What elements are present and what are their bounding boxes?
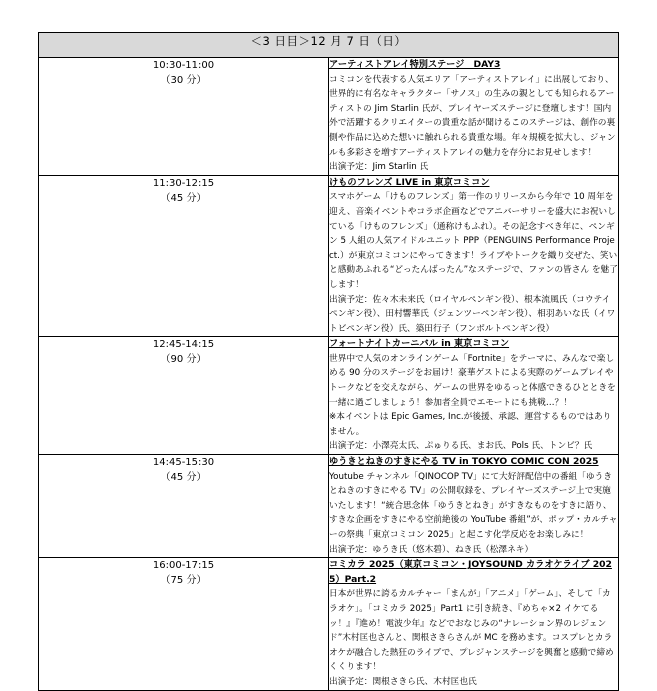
session-time-cell [39, 455, 329, 558]
session-title: フォートナイトカーニバル in 東京コミコン [329, 338, 510, 350]
session-performers: 出演予定：関根さきら氏、木村匡也氏 [329, 676, 477, 687]
session-duration: （30 分） [160, 75, 207, 86]
session-time-cell [39, 175, 329, 337]
day-header: ＜3 日目＞12 月 7 日（日） [39, 33, 619, 58]
session-row [39, 337, 619, 455]
session-time: 11:30-12:15 [152, 177, 215, 189]
schedule-table [38, 32, 619, 691]
session-time: 16:00-17:15 [152, 560, 215, 572]
session-content [329, 337, 619, 455]
session-title: コミカラ 2025（東京コミコン・JOYSOUND カラオケライブ 2025）Part.2 [329, 559, 612, 585]
session-row [39, 175, 619, 337]
session-note: ※本イベントは Epic Games, Inc.が後援、承認、運営するものではありません。 [329, 412, 612, 437]
session-performers: 出演予定：ゆうき氏（悠木碧）、ねき氏（松澤ネキ） [329, 544, 534, 555]
session-duration: （45 分） [160, 472, 207, 484]
session-performers: 出演予定：小澤亮太氏、ぷゅりる氏、まお氏、Pols 氏、トンビ？氏 [329, 441, 593, 452]
session-description: 日本が世界に誇るカルチャー「まんが」「アニメ」「ゲーム」、そして「カラオケ」。「コミカラ 2025」Part1 に引き続き、『めちゃ×2 イケてるッ！』『進め！電波少年』などでおなじみの“ナレーション界のレジェンド”木村匡也さんと、関根さきらさんが MC を務めます。コスプレとカラオケが融合した熱狂のライブで、プレジャンステージを興奮と感動で締めくくります！ [329, 589, 614, 673]
session-performers: 出演予定：佐々木未来氏（ロイヤルペンギン役）、根本流風氏（コウテイペンギン役）、田村響華氏（ジェンツーペンギン役）、相羽あいな氏（イワトビペンギン役）氏、築田行子（フンボルトペンギン役） [329, 294, 616, 334]
session-title: アーティストアレイ特別ステージ DAY3 [329, 59, 501, 70]
session-title: けものフレンズ LIVE in 東京コミコン [329, 176, 490, 188]
session-description: Youtube チャンネル「QINOCOP TV」にて大好評配信中の番組「ゆうきとねきのすきにやる TV」の公開収録を、プレイヤーズステージ上で実施いたします！“統合思念体「ゆうきとねき」がすきなものをすきに語り、すきな企画をすきにやる空前絶後の YouTube 番組”が、ポップ・カルチャーの祭典「東京コミコン 2025」と起こす化学反応をお楽しみに！ [329, 471, 618, 540]
session-description: 世界中で人気のオンラインゲーム「Fortnite」をテーマに、みんなで楽しめる 90 分のステージをお届け！豪華ゲストによる実際のゲームプレイやトークなどを交えながら、ゲームの世界をゆるっと体感できるひとときを一緒に過ごしましょう！参加者全員でエモートにも挑戦…？！ [329, 353, 616, 408]
session-time-cell [39, 337, 329, 455]
session-duration: （90 分） [160, 354, 207, 366]
session-description: コミコンを代表する人気エリア「アーティストアレイ」に出展しており、世界的に有名なキャラクター「サノス」の生みの親としても知られるアーティストの Jim Starlin 氏が、プレイヤーズステージに登壇します！国内外で活躍するクリエイターの貴重な話が聞けるこのステージは、創作の裏側や作品に込めた想いに触れられる貴重な場。年々規模を拡大し、ジャンルも多彩さを増すアーティストアレイの魅力を存分にお見せします！ [329, 74, 616, 158]
session-time: 12:45-14:15 [152, 339, 215, 351]
session-time-cell [39, 558, 329, 690]
session-time: 10:30-11:00 [152, 60, 215, 71]
session-content [329, 175, 619, 337]
session-content [329, 58, 619, 176]
session-description: スマホゲーム「けものフレンズ」第一作のリリースから今年で 10 周年を迎え、音楽イベントやコラボ企画などでアニバーサリーを盛大にお祝いしている「けものフレンズ」（通称けもふれ）。その記念すべき年に、ペンギン 5 人組の人気アイドルユニット PPP（PENGUINS Performance Project.）が東京コミコンにやってきます！ライブやトークを織り交ぜた、笑いと感動あふれる“どったんばったん”なステージで、ファンの皆さん を魅了します！ [329, 192, 618, 290]
session-content [329, 558, 619, 690]
session-row [39, 558, 619, 690]
session-row [39, 58, 619, 176]
session-row [39, 455, 619, 558]
session-time-cell [39, 58, 329, 176]
session-performers: 出演予定：Jim Starlin 氏 [329, 162, 429, 173]
session-duration: （45 分） [160, 192, 207, 204]
session-duration: （75 分） [160, 575, 207, 587]
schedule-header-row [39, 33, 619, 58]
session-time: 14:45-15:30 [152, 457, 215, 469]
session-content [329, 455, 619, 558]
session-title: ゆうきとねきのすきにやる TV in TOKYO COMIC CON 2025 [329, 456, 599, 468]
